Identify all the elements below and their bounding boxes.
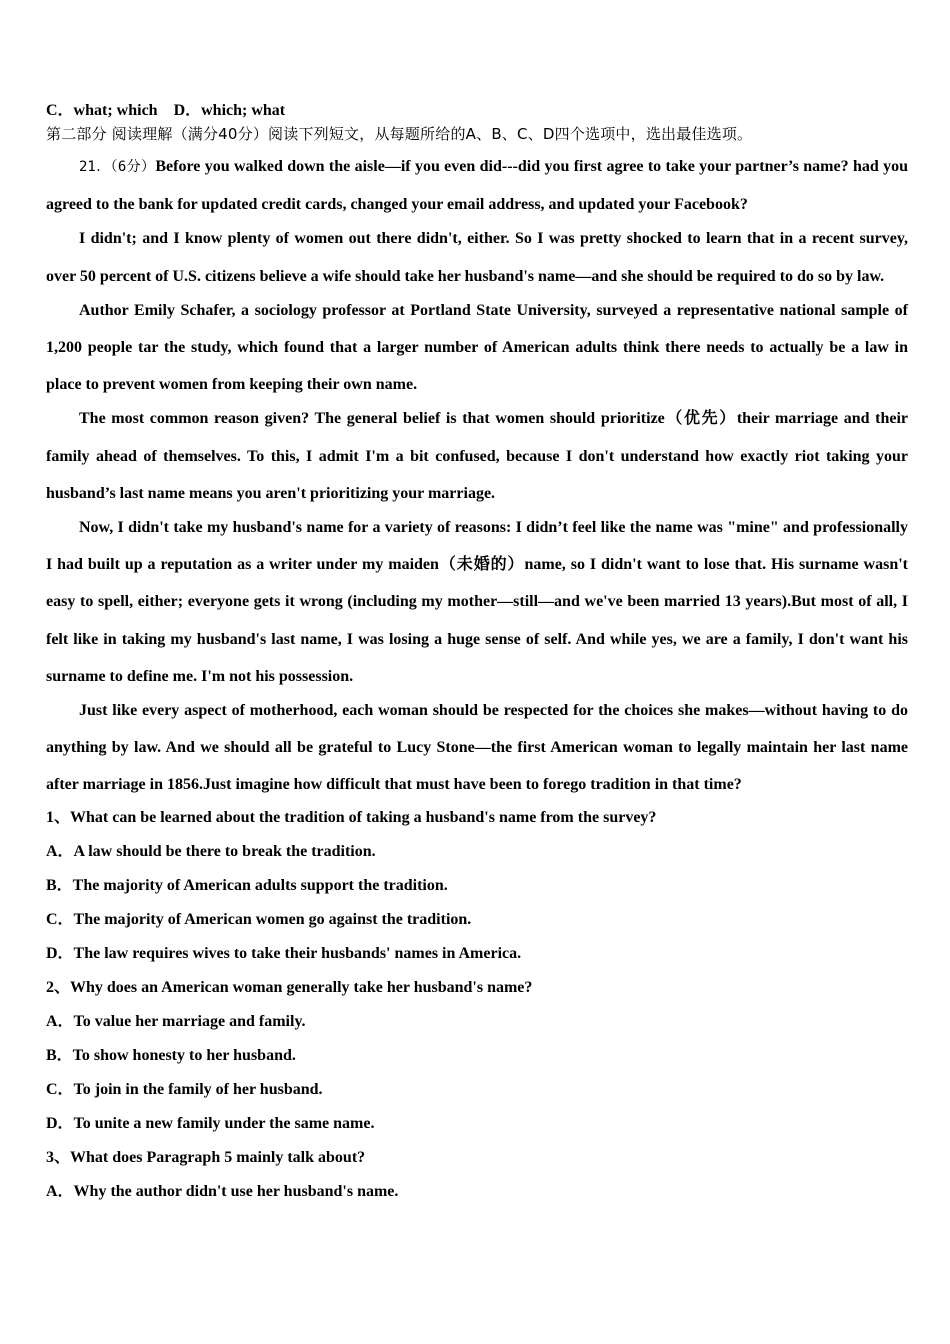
question-stem: 2、Why does an American woman generally take her husband's name? [46,978,533,996]
question-number: 21．（6分） [79,159,156,175]
passage-paragraph-6: Just like every aspect of motherhood, each woman should be respected for the choices she makes—without having to do anything by law. And we should all be grateful to Lucy Stone—the first American woman to legally maintain her last name after marriage in 1856.Just imagine how difficult that must have been to forego tradition in that time? [46,702,908,794]
option-c: C．The majority of American women go against the tradition. [46,910,472,928]
passage-paragraph-3: Author Emily Schafer, a sociology professor at Portland State University, surveyed a representative national sample of 1,200 people tar the study, which found that a larger number of American adults think there needs to actually be a law in place to prevent women from keeping their own name. [46,301,908,394]
passage-paragraph-1 [46,148,908,223]
passage-paragraph-5: Now, I didn't take my husband's name for a variety of reasons: I didn’t feel like the name was "mine" and professionally I had built up a reputation as a writer under my maiden（未婚的）name, so I didn't want to lose that. His surname wasn't easy to spell, either; everyone gets it wrong (including my mother—still—and we've been married 13 years).But most of all, I felt like in taking my husband's last name, I was losing a huge sense of self. And while yes, we are a family, I don't want his surname to define me. I'm not his possession. [46,519,908,685]
option-a: A．A law should be there to break the tradition. [46,842,376,860]
option-d: D．The law requires wives to take their husbands' names in America. [46,944,522,962]
previous-question-options: C．what; which D．which; what [46,102,286,119]
option-c: C．To join in the family of her husband. [46,1080,323,1098]
passage-paragraph-2: I didn't; and I know plenty of women out there didn't, either. So I was pretty shocked to learn that in a recent survey, over 50 percent of U.S. citizens believe a wife should take her husband's name—and she should be required to do so by law. [46,230,908,285]
paragraph-text: Before you walked down the aisle—if you even did---did you first agree to take your partner’s name? had you agreed to the bank for updated credit cards, changed your email address, and updated your Facebook? [46,158,908,214]
option-b: B．To show honesty to her husband. [46,1046,296,1064]
option-b: B．The majority of American adults support the tradition. [46,876,448,894]
section-header: 第二部分 阅读理解（满分40分）阅读下列短文，从每题所给的A、B、C、D四个选项中，选出最佳选项。 [46,125,753,143]
question-1 [46,801,908,971]
question-2 [46,971,908,1141]
option-a: A．To value her marriage and family. [46,1012,306,1030]
passage-paragraph-4: The most common reason given? The general belief is that women should prioritize（优先）their marriage and their family ahead of themselves. To this, I admit I'm a bit confused, because I don't understand how exactly riot taking your husband’s last name means you aren't prioritizing your marriage. [46,410,908,502]
option-a: A．Why the author didn't use her husband's name. [46,1182,399,1200]
question-stem: 1、What can be learned about the tradition of taking a husband's name from the survey? [46,808,657,826]
question-3 [46,1141,908,1209]
question-stem: 3、What does Paragraph 5 mainly talk about? [46,1148,366,1166]
exam-page [46,100,908,1209]
option-d: D．To unite a new family under the same name. [46,1114,375,1132]
